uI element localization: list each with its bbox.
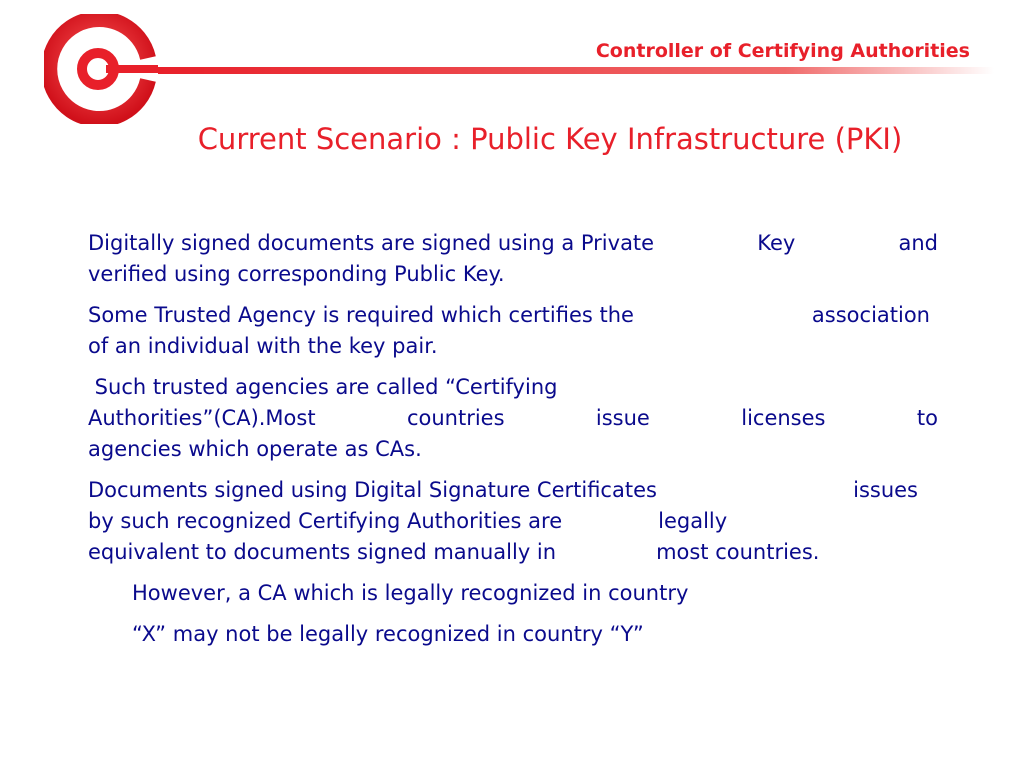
header-divider: [158, 67, 994, 74]
cca-logo-icon: [44, 14, 158, 124]
paragraph-line: of an individual with the key pair.: [88, 334, 438, 358]
paragraph-line: “X” may not be legally recognized in country “Y”: [132, 622, 644, 646]
paragraph-line: verified using corresponding Public Key.: [88, 262, 505, 286]
text-fragment: Authorities”(CA).Most: [88, 406, 316, 430]
paragraph-line: [88, 228, 938, 259]
paragraph-line: [88, 537, 938, 568]
text-fragment: equivalent to documents signed manually in: [88, 540, 557, 564]
paragraph-line: Such trusted agencies are called “Certifying: [88, 375, 558, 399]
text-fragment: by such recognized Certifying Authorities are: [88, 509, 563, 533]
text-fragment: most countries.: [656, 540, 820, 564]
paragraph-3: [88, 372, 938, 465]
text-fragment: Digitally signed documents are signed using a Private: [88, 231, 655, 255]
text-fragment: Documents signed using Digital Signature Certificates: [88, 478, 657, 502]
text-fragment: Some Trusted Agency is required which certifies the: [88, 303, 634, 327]
text-fragment: to: [916, 406, 938, 430]
text-fragment: licenses: [741, 406, 826, 430]
paragraph-line: [88, 403, 938, 434]
paragraph-line: [88, 475, 938, 506]
paragraph-4: [88, 475, 938, 568]
paragraph-line: However, a CA which is legally recognized in country: [132, 581, 689, 605]
text-fragment: legally: [658, 509, 728, 533]
paragraph-5: [88, 578, 938, 650]
text-fragment: Key: [757, 231, 796, 255]
slide-title: Current Scenario : Public Key Infrastructure (PKI): [197, 122, 903, 156]
text-fragment: issue: [595, 406, 650, 430]
text-fragment: issues: [853, 478, 918, 502]
text-fragment: and: [898, 231, 938, 255]
paragraph-line: agencies which operate as CAs.: [88, 437, 422, 461]
paragraph-1: [88, 228, 938, 290]
slide-body: [88, 228, 938, 650]
paragraph-line: [88, 506, 938, 537]
text-fragment: association: [811, 303, 930, 327]
text-fragment: countries: [406, 406, 505, 430]
paragraph-2: [88, 300, 938, 362]
organization-name: Controller of Certifying Authorities: [595, 40, 970, 62]
paragraph-line: [88, 300, 938, 331]
